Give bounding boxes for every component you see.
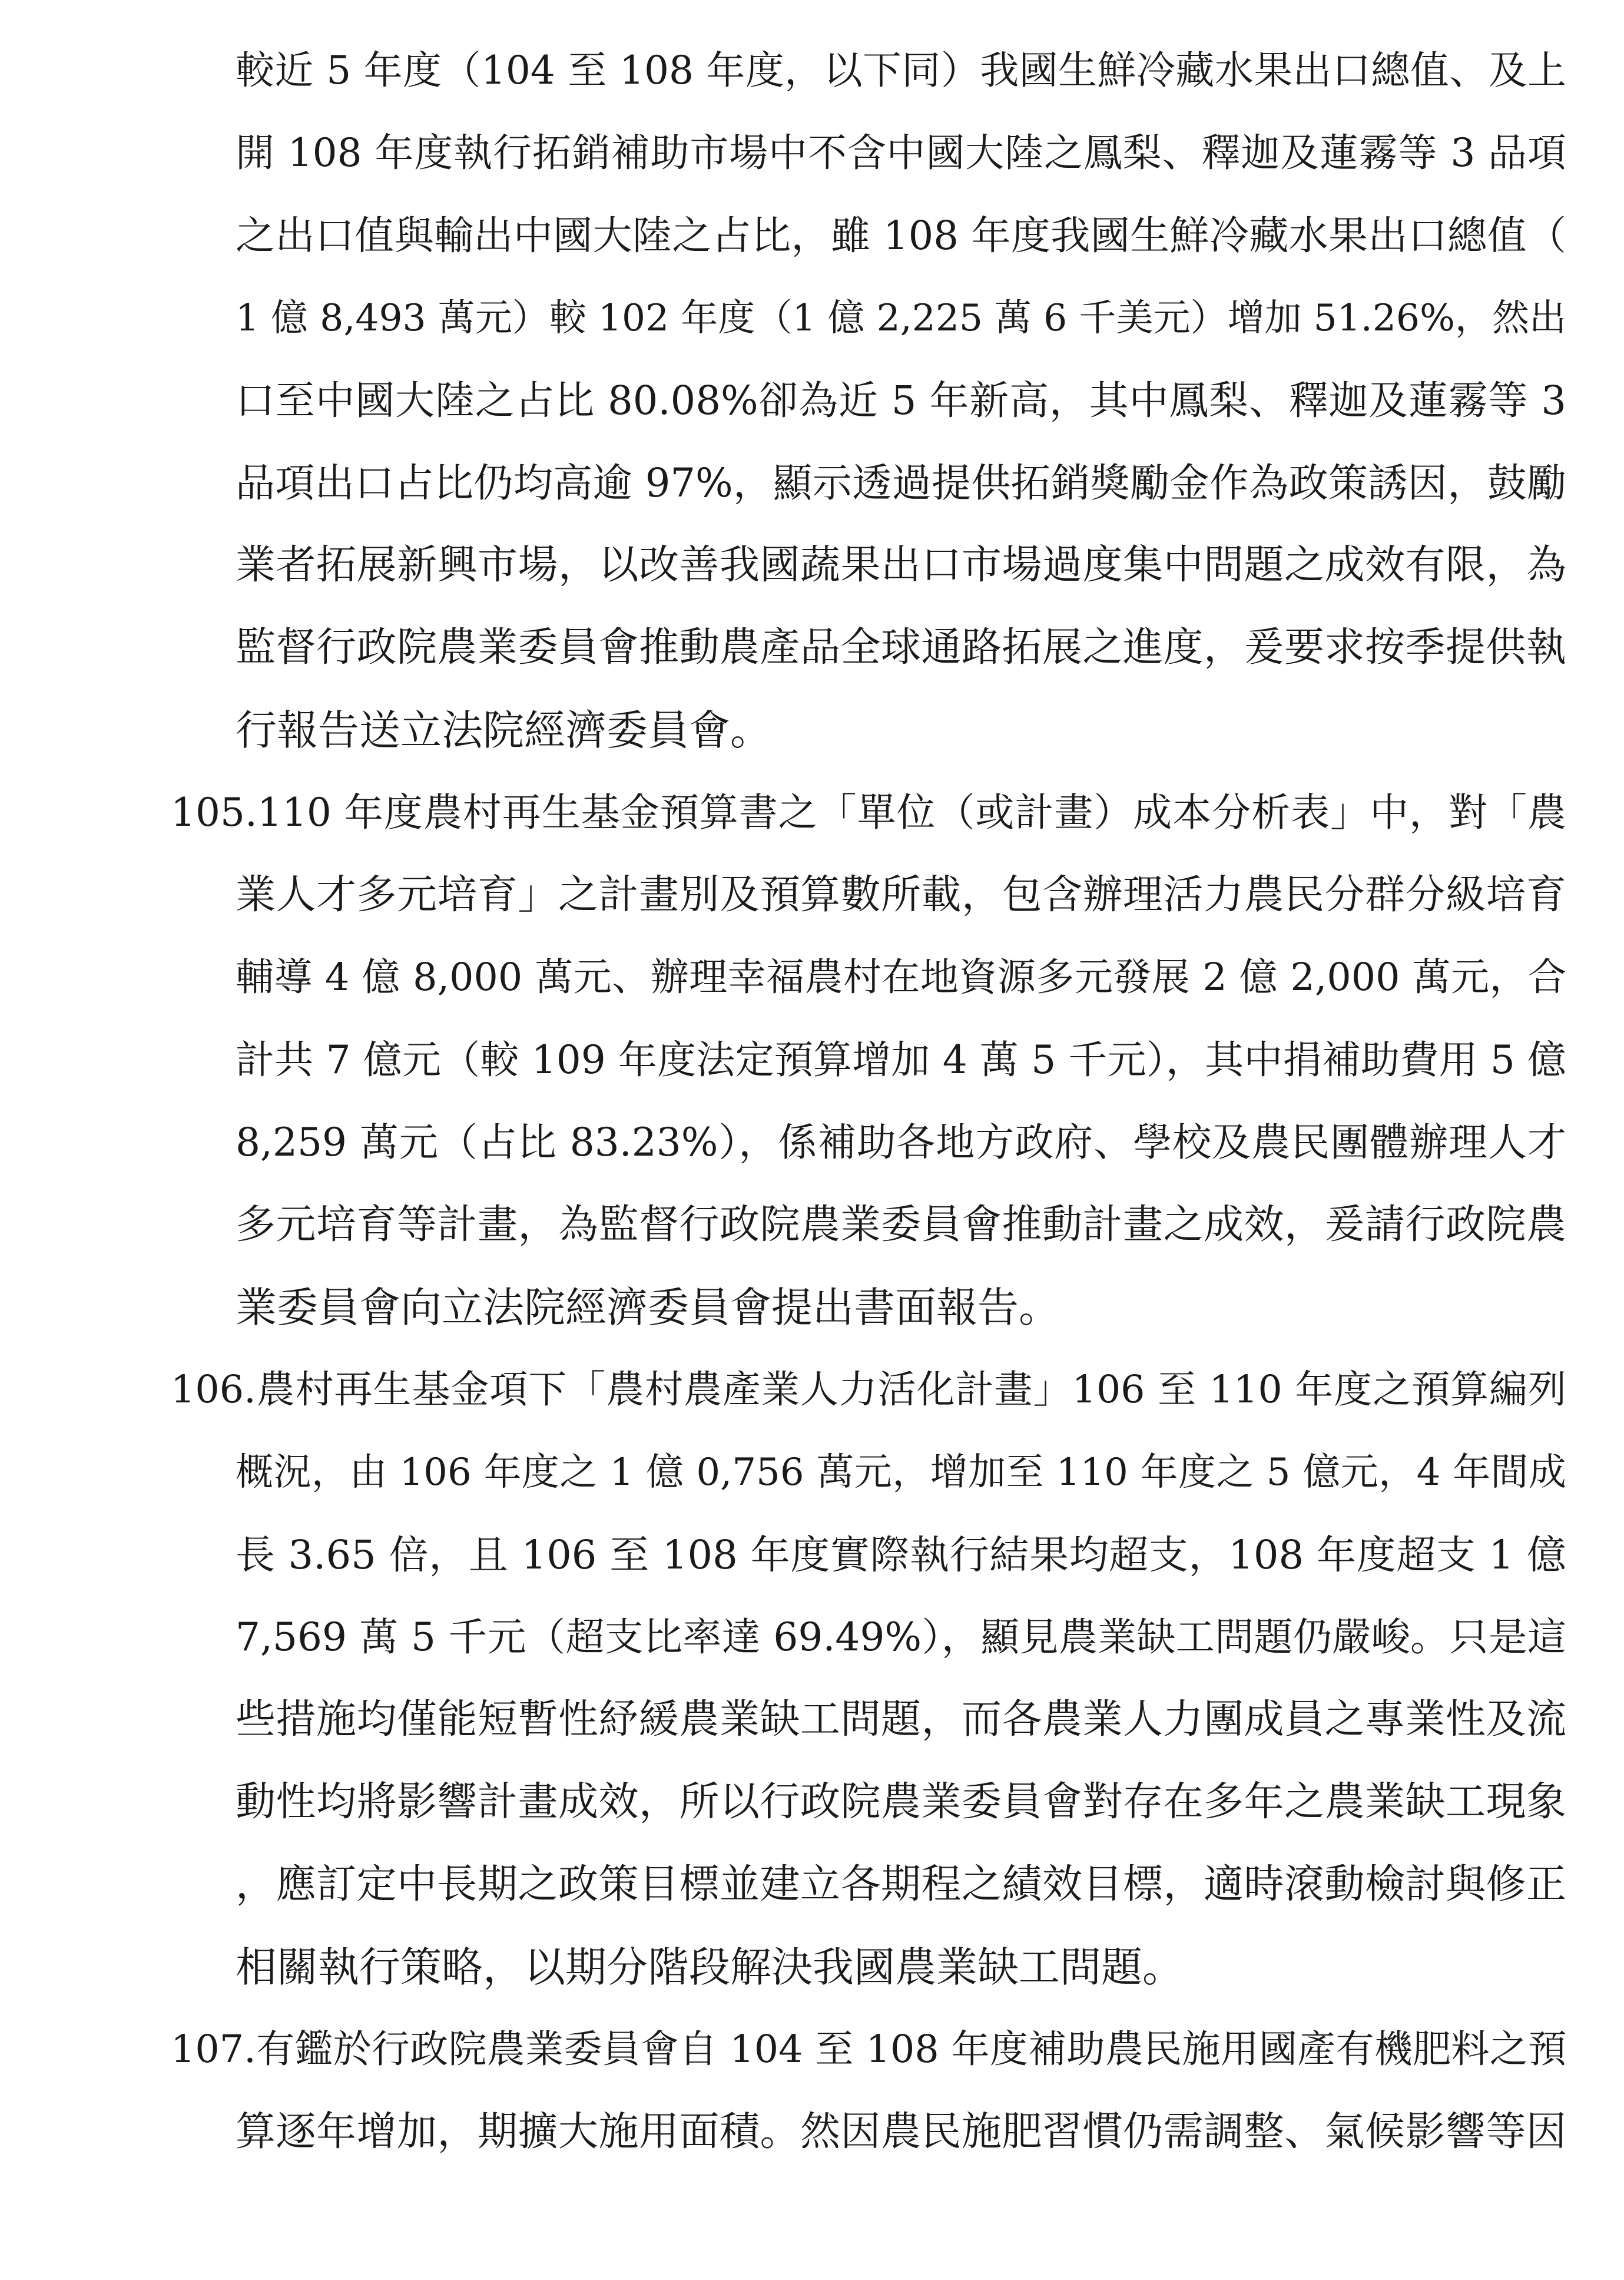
text-line: ，應訂定中長期之政策目標並建立各期程之績效目標，適時滾動檢討與修正 <box>236 1861 1566 1908</box>
text-line: 口至中國大陸之占比 80.08%卻為近 5 年新高，其中鳳梨、釋迦及蓮霧等 3 <box>236 378 1566 423</box>
text-line: 多元培育等計畫，為監督行政院農業委員會推動計畫之成效，爰請行政院農 <box>236 1202 1566 1248</box>
text-line: 行報告送立法院經濟委員會。 <box>236 706 771 755</box>
text-line: 概況，由 106 年度之 1 億 0,756 萬元，增加至 110 年度之 5 億元，4 年間成 <box>236 1451 1566 1494</box>
text-line: 動性均將影響計畫成效，所以行政院農業委員會對存在多年之農業缺工現象 <box>236 1779 1566 1825</box>
text-line: 7,569 萬 5 千元（超支比率達 69.49%），顯見農業缺工問題仍嚴峻。只是這 <box>236 1614 1566 1660</box>
text-line: 業委員會向立法院經濟委員會提出書面報告。 <box>236 1283 1060 1332</box>
text-line: 監督行政院農業委員會推動農產品全球通路拓展之進度，爰要求按季提供執 <box>236 624 1566 671</box>
text-line: 計共 7 億元（較 109 年度法定預算增加 4 萬 5 千元），其中捐補助費用 5 億 <box>236 1037 1566 1083</box>
text-line: 開 108 年度執行拓銷補助市場中不含中國大陸之鳳梨、釋迦及蓮霧等 3 品項 <box>236 130 1566 176</box>
text-line: 業者拓展新興市場，以改善我國蔬果出口市場過度集中問題之成效有限，為 <box>236 542 1566 588</box>
text-line: 些措施均僅能短暫性紓緩農業缺工問題，而各農業人力團成員之專業性及流 <box>236 1696 1566 1743</box>
text-line: 業人才多元培育」之計畫別及預算數所載，包含辦理活力農民分群分級培育 <box>236 872 1566 918</box>
text-line: 算逐年增加，期擴大施用面積。然因農民施肥習慣仍需調整、氣候影響等因 <box>236 2109 1566 2155</box>
item-107-heading: 107.有鑑於行政院農業委員會自 104 至 108 年度補助農民施用國產有機肥料之預 <box>171 2027 1566 2071</box>
text-line: 輔導 4 億 8,000 萬元、辦理幸福農村在地資源多元發展 2 億 2,000 萬元，合 <box>236 955 1566 1000</box>
text-line: 品項出口占比仍均高逾 97%，顯示透過提供拓銷獎勵金作為政策誘因，鼓勵 <box>236 460 1566 506</box>
item-105-heading: 105.110 年度農村再生基金預算書之「單位（或計畫）成本分析表」中，對「農 <box>171 790 1566 835</box>
item-106-heading: 106.農村再生基金項下「農村農產業人力活化計畫」106 至 110 年度之預算編列 <box>171 1368 1566 1412</box>
text-line: 1 億 8,493 萬元）較 102 年度（1 億 2,225 萬 6 千美元）增加 51.26%，然出 <box>236 296 1566 339</box>
text-line: 長 3.65 倍，且 106 至 108 年度實際執行結果均超支，108 年度超支 1 億 <box>236 1532 1566 1578</box>
text-line: 相關執行策略，以期分階段解決我國農業缺工問題。 <box>236 1943 1184 1991</box>
text-line: 較近 5 年度（104 至 108 年度，以下同）我國生鮮冷藏水果出口總值、及上 <box>236 48 1566 93</box>
text-line: 之出口值與輸出中國大陸之占比，雖 108 年度我國生鮮冷藏水果出口總值（ <box>236 213 1566 259</box>
text-line: 8,259 萬元（占比 83.23%），係補助各地方政府、學校及農民團體辦理人才 <box>236 1120 1566 1165</box>
